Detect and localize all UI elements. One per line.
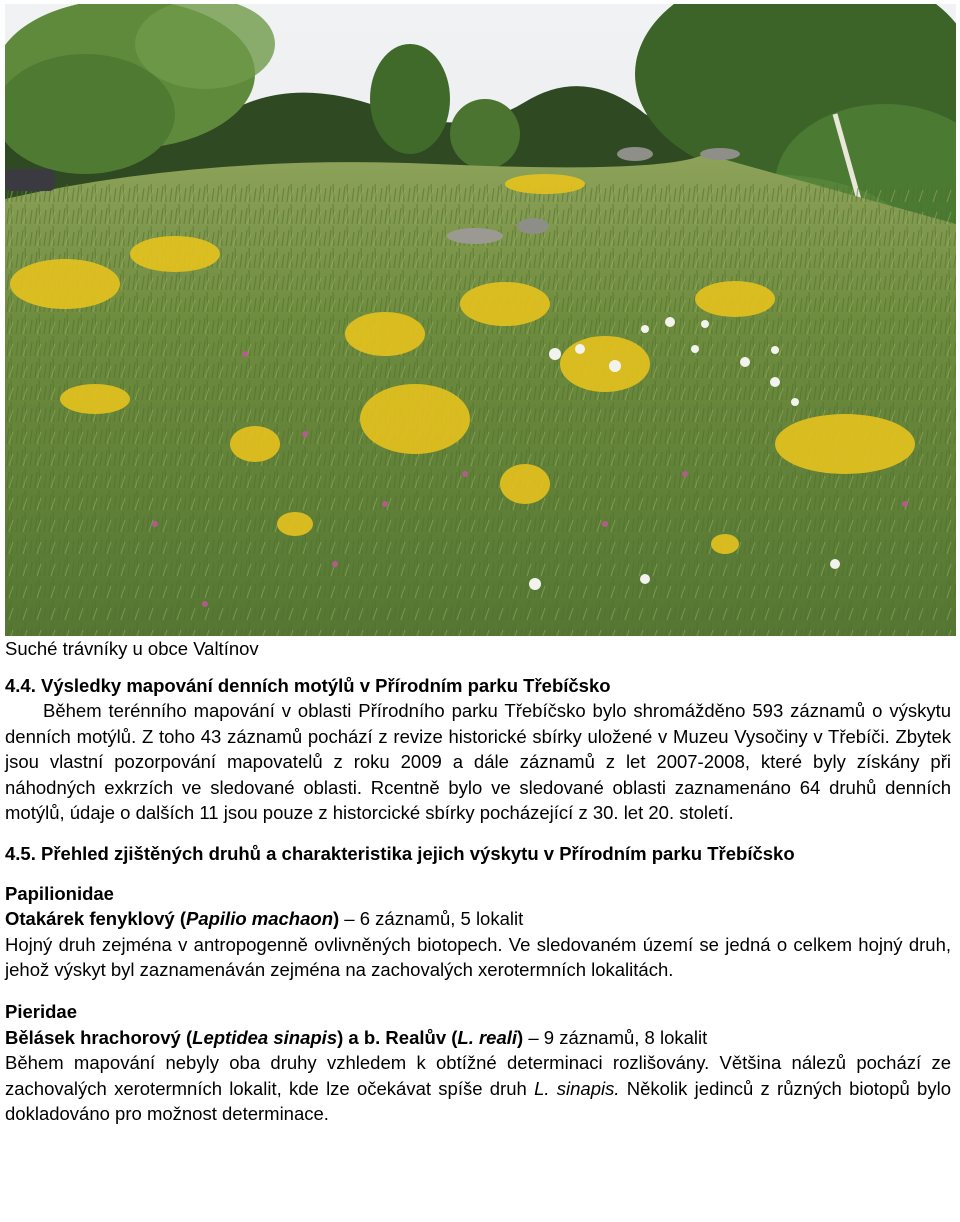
species-name-latin: Papilio machaon: [185, 908, 333, 930]
photo-caption: Suché trávníky u obce Valtínov: [5, 638, 259, 659]
section-4-4-heading: 4.4. Výsledky mapování denních motýlů v Přírodním parku Třebíčsko: [5, 675, 611, 696]
species-leptidea: [5, 1025, 951, 1050]
section-4-5-heading: 4.5. Přehled zjištěných druhů a charakteristika jejich výskytu v Přírodním parku Třebíčsko: [5, 843, 795, 865]
species-name-latin: Leptidea sinapis: [192, 1026, 338, 1048]
family-pieridae: Pieridae: [5, 1001, 77, 1023]
document-text: [5, 636, 951, 1127]
meadow-landscape-photo-icon: [5, 4, 956, 636]
species-name-mid: ) a b. Realův (: [337, 1026, 458, 1048]
species-papilio-machaon: [5, 906, 951, 931]
section-4-4-body: Během terénního mapování v oblasti Přírodního parku Třebíčsko bylo shromážděno 593 záznamů o výskytu denních motýlů. Z toho 43 záznamů pochází z revize historické sbírky uložené v Muzeu Vysočiny v Třebíči. Zbytek jsou vlastní pozorpování mapovatelů z roku 2009 a dále záznamů z let 2007-2008, které byly získány při náhodných exkrzích ve sledované oblasti. Rcentně bylo ve sledované oblasti zaznamenáno 64 druhů denních motýlů, údaje o dalších 11 jsou pouze z historcické sbírky pocházející z 30. let 20. století.: [5, 700, 951, 824]
species-name-close: ): [517, 1026, 524, 1048]
species-description: Během mapování nebyly oba druhy vzhledem k obtížné determinaci rozlišovány. Většina nálezů pochází ze zachovalých xerotermních lokalit, kde lze očekávat spíše druh L. sinapis. Několik jedinců z různých biotopů bylo dokladováno pro možnost determinace.: [5, 1052, 951, 1125]
species-stats: – 9 záznamů, 8 lokalit: [523, 1026, 708, 1048]
species-description: Hojný druh zejména v antropogenně ovlivněných biotopech. Ve sledovaném území se jedná o celkem hojný druh, jehož výskyt byl zaznamenáván zejména na zachovalých xerotermních lokalitách.: [5, 933, 951, 981]
species-stats: – 6 záznamů, 5 lokalit: [339, 908, 524, 930]
species-name-cz: Bělásek hrachorový (: [5, 1026, 193, 1048]
family-papilionidae: Papilionidae: [5, 882, 114, 904]
species-name-close: ): [333, 908, 340, 930]
species-name-cz: Otakárek fenyklový (: [5, 908, 186, 930]
meadow-photo: [5, 4, 956, 636]
species-name-latin-2: L. reali: [457, 1026, 518, 1048]
